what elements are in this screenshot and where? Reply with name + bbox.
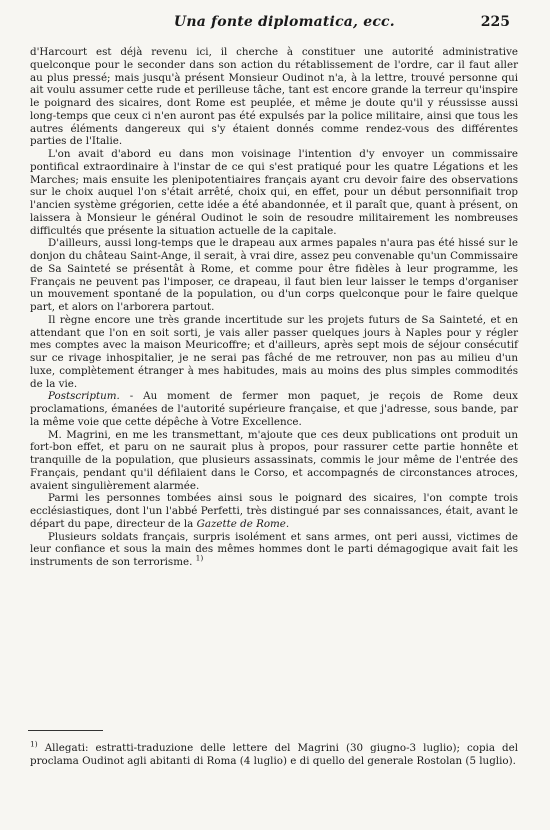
paragraph-8-text: Plusieurs soldats français, surpris isolément et sans armes, ont peri aussi, victimes de leur confiance et sous la main des mêmes hommes dont le parti démagogique avait fait les instruments de son terrorisme. [30,530,518,568]
paragraph-5 [30,390,518,428]
paragraph-7-text: Parmi les personnes tombées ainsi sous le poignard des sicaires, l'on compte trois ecclésiastiques, dont l'un l'abbé Perfetti, très distingué par ses connaissances, était, avant le départ du pape, directeur de la [30,492,518,530]
running-title: Una fonte diplomatica, ecc. [173,14,395,30]
footnote-marker: 1) [30,739,38,749]
footnote-reference[interactable]: 1) [195,553,204,563]
footnote-text: Allegati: estratti-traduzione delle lettere del Magrini (30 giugno-3 luglio); copia del proclama Oudinot agli abitanti di Roma (4 luglio) e di quello del generale Rostolan (5 luglio). [30,742,518,767]
page-number: 225 [480,14,510,30]
footnote-rule [28,730,103,731]
paragraph-7 [30,492,518,530]
paragraph-8 [30,531,518,569]
paragraph-6: M. Magrini, en me les transmettant, m'ajoute que ces deux publications ont produit un fort-bon effet, et paru on ne saurait plus à propos, pour rassurer cette partie honnête et tranquille de la population, que plusieurs assassinats, commis le jour même de l'entrée des Français, pendant qu'il défilaient dans le Corso, et accompagnés de circonstances atroces, avaient singulièrement alarmée. [30,428,518,492]
paragraph-4: Il règne encore une très grande incertitude sur les projets futurs de Sa Sainteté, et en attendant que l'on en soit sorti, je vais aller passer quelques jours à Naples pour y régler mes comptes avec la maison Meuricoffre; et d'ailleurs, après sept mois de séjour consécutif sur ce rivage inhospitalier, je ne serai pas fâché de me retrouver, non pas au milieu d'un luxe, complètement étranger à mes habitudes, mais au moins des plus simples commodités de la vie. [30,313,518,390]
footnotes [30,739,518,768]
gazette-title: Gazette de Rome. [196,517,290,530]
paragraph-2: L'on avait d'abord eu dans mon voisinage l'intention d'y envoyer un commissaire pontifical extraordinaire à l'instar de ce qui s'est pratiqué pour les quatre Légations et les Marches; mais ensuite les plenipotentiaires français ayant cru devoir faire des observations sur le choix auquel l'on s'était arrêté, choix qui, en effet, pour un début personnifiait trop l'ancien système grégorien, cette idée a été abandonnée, et il paraît que, quant à présent, on laissera à Monsieur le général Oudinot le soin de resoudre militairement les nombreuses difficultés que présente la situation actuelle de la capitale. [30,148,518,237]
postscriptum-label: Postscriptum. [48,390,120,403]
postscriptum-text: - Au moment de fermer mon paquet, je reçois de Rome deux proclamations, émanées de l'autorité supérieure française, et que j'adresse, sous bande, par la même voie que cette dépêche à Votre Excellence. [30,390,518,428]
paragraph-1: d'Harcourt est déjà revenu ici, il cherche à constituer une autorité administrative quelconque pour le seconder dans son action du rétablissement de l'ordre, car il faut aller au plus pressé; mais jusqu'à présent Monsieur Oudinot n'a, à la lettre, trouvé personne qui ait voulu assumer cette rude et perilleuse tâche, tant est encore grande la terreur qu'inspire le poignard des sicaires, dont Rome est peuplée, et même je doute qu'il y réussisse aussi long-temps que ceux ci n'en auront pas été expulsés par la police militaire, ainsi que tous les autres éléments dangereux qui s'y étaient donnés comme rendez-vous des différentes parties de l'Italie. [30,46,518,148]
paragraph-3: D'ailleurs, aussi long-temps que le drapeau aux armes papales n'aura pas été hissé sur le donjon du château Saint-Ange, il serait, à vrai dire, assez peu convenable qu'un Commissaire de Sa Sainteté se présentât à Rome, et comme pour être fidèles à leur programme, les Français ne peuvent pas l'imposer, ce drapeau, il faut bien leur laisser le temps d'organiser un mouvement spontané de la population, ou d'un corps quelconque pour le faire quelque part, et alors on l'arborera partout. [30,237,518,313]
body-text [30,46,518,569]
page-header [28,14,510,36]
